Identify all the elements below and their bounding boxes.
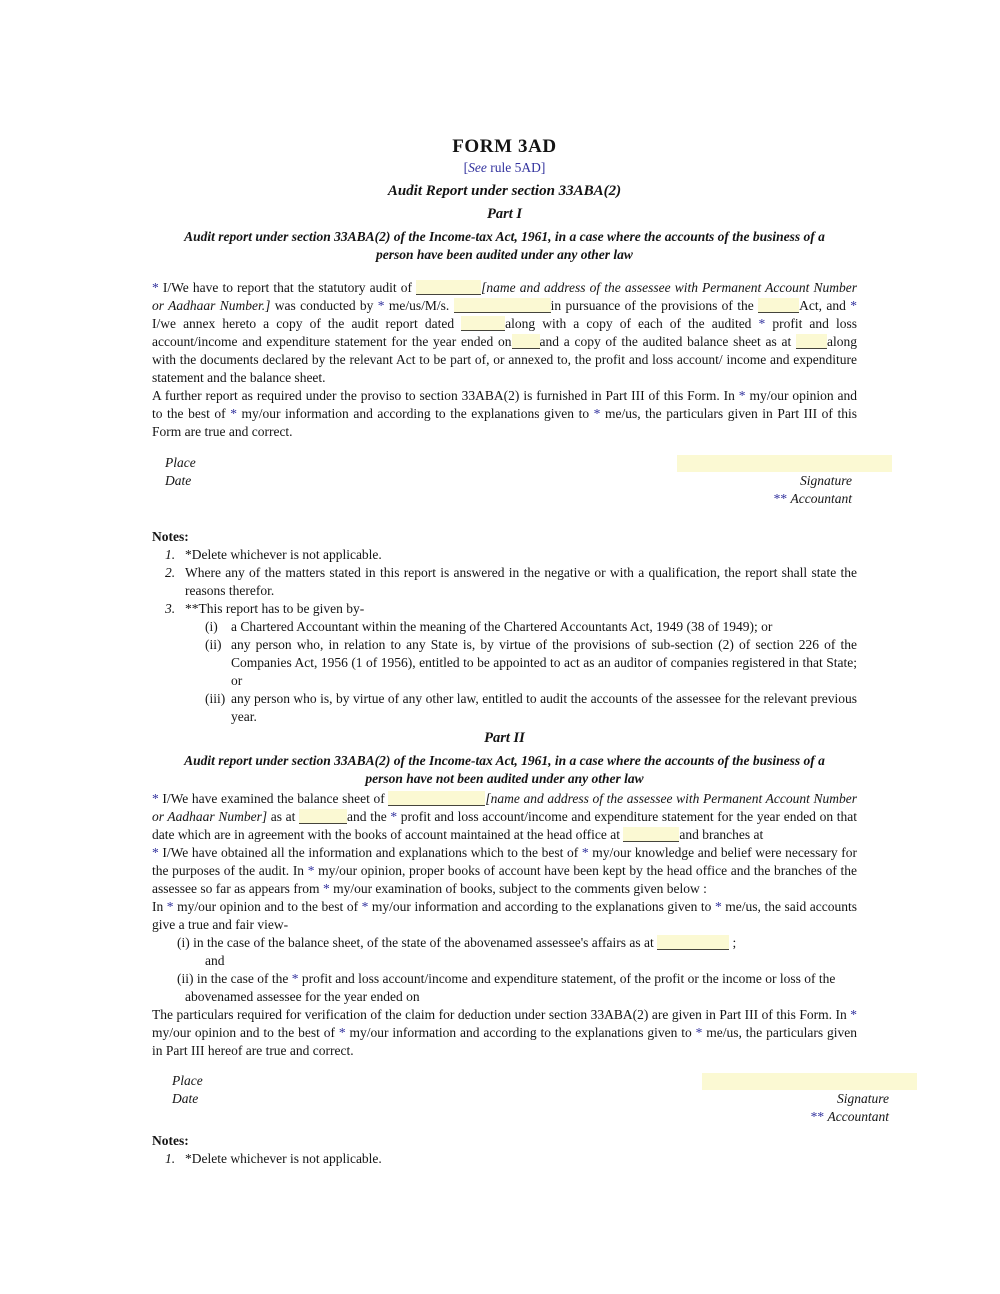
part2-subtitle: Audit report under section 33ABA(2) of the Income-tax Act, 1961, in a case where the accounts of the business of a person have not been audited under any other law (184, 753, 825, 786)
asterisk-marker: * (230, 406, 237, 421)
accountant-label-wrap (774, 490, 892, 508)
text-run: my/our opinion and to the best of (152, 1025, 339, 1040)
text-run: and branches at (679, 827, 764, 842)
signature-label-wrap (800, 472, 892, 490)
text-run: my/our examination of books, subject to the comments given below : (329, 881, 707, 896)
note-item (152, 600, 857, 618)
date-row (152, 472, 857, 490)
note-subitem (205, 618, 857, 636)
note-item (152, 1150, 857, 1168)
note-item (152, 546, 857, 564)
signature-label: Signature (837, 1091, 889, 1106)
part2-paragraph-3 (152, 898, 857, 934)
asterisk-marker: * (695, 1025, 703, 1040)
text-run: (ii) in the case of the (177, 971, 292, 986)
fill-in-blank[interactable] (416, 280, 481, 295)
part2-heading: Part II (484, 730, 525, 746)
note-text (185, 564, 857, 600)
note-subitem (205, 636, 857, 690)
see-rule-open-bracket: [ (463, 160, 469, 175)
note-subitem (205, 690, 857, 726)
text-run: I/We have obtained all the information and explanations which to the best of (158, 845, 582, 860)
asterisk-marker: * (714, 899, 722, 914)
text-run: Where any of the matters stated in this report is answered in the negative or with a qualification, the report shall state the reasons therefor. (185, 565, 857, 598)
text-run: was conducted by (270, 298, 378, 313)
text-run: my/our opinion, proper books of account have been kept by the head office and the branches of the assessee so far as appears from (152, 863, 857, 896)
text-run: my/our opinion and to the best of (173, 899, 362, 914)
place-row (152, 1072, 857, 1090)
text-run: my/our information and according to the explanations given to (236, 406, 594, 421)
notes-heading: Notes: (152, 1133, 189, 1148)
subnote-text (231, 636, 857, 690)
note-number: 2. (165, 565, 176, 580)
part2-notes (152, 1132, 857, 1168)
asterisk-marker: * (361, 899, 369, 914)
asterisk-marker: * (390, 809, 398, 824)
text-run: profit and loss account/income and expenditure statement, of the profit or the income or loss of the abovenamed assessee for the year ended on (185, 971, 836, 1004)
asterisk-marker: * (593, 406, 601, 421)
subnote-text (231, 618, 857, 636)
asterisk-marker: * (152, 280, 159, 295)
double-asterisk-marker: ** (773, 491, 788, 506)
text-run: In (152, 899, 167, 914)
text-run: in pursuance of the provisions of the (550, 298, 759, 313)
asterisk-marker: * (291, 971, 299, 986)
accountant-label: Accountant (790, 491, 852, 506)
fill-in-blank[interactable] (299, 809, 347, 824)
accountant-label: Accountant (827, 1109, 889, 1124)
asterisk-marker: * (322, 881, 330, 896)
text-run: The particulars required for verification of the claim for deduction under section 33ABA(2) are given in Part III of this Form. In (152, 1007, 851, 1022)
subnote-number: (iii) (205, 691, 226, 706)
text-run: my/our information and according to the explanations given to (345, 1025, 696, 1040)
part1-notes (152, 528, 857, 726)
fill-in-blank[interactable] (623, 827, 679, 842)
text-run: **This report has to be given by- (185, 601, 365, 616)
text-run: profit and loss account/income and expenditure statement for the year ended on (152, 316, 857, 349)
note-text (185, 546, 857, 564)
text-run: me/us, the particulars given in Part III of this Form are true and correct. (152, 406, 857, 439)
text-run: any person who is, by virtue of any other law, entitled to audit the accounts of the assessee for the relevant previous year. (231, 691, 857, 724)
fill-in-blank[interactable] (461, 316, 505, 331)
italic-bracketed-note: [name and address of the assessee with Permanent Account Number or Aadhaar Number] (152, 791, 857, 824)
part1-paragraph-1 (152, 279, 857, 387)
accountant-row (152, 1108, 889, 1126)
asterisk-marker: * (850, 298, 857, 313)
text-run: along with the documents declared by the relevant Act to be part of, or annexed to, the profit and loss account/ income and expenditure statement and the balance sheet. (152, 334, 857, 385)
text-run: Act, and (799, 298, 851, 313)
text-run: and a copy of the audited balance sheet as at (539, 334, 796, 349)
text-run: (i) in the case of the balance sheet, of the state of the abovenamed assessee's affairs as at (177, 935, 658, 950)
part2-signature-block (152, 1072, 889, 1126)
text-run: my/our knowledge and belief were necessary for the purposes of the audit. In (152, 845, 857, 878)
date-row (152, 1090, 889, 1108)
subnote-number: (i) (205, 619, 218, 634)
part2-paragraph-2 (152, 844, 857, 898)
text-run: I/We have examined the balance sheet of (158, 791, 389, 806)
accountant-label-wrap (811, 1108, 917, 1126)
form-title: FORM 3AD (452, 136, 557, 157)
place-row (152, 454, 857, 472)
asterisk-marker: * (152, 845, 159, 860)
asterisk-marker: * (307, 863, 315, 878)
note-item (152, 564, 857, 600)
note-text (185, 600, 857, 618)
asterisk-marker: * (152, 791, 159, 806)
italic-bracketed-note: [name and address of the assessee with Permanent Account Number or Aadhaar Number.] (152, 280, 857, 313)
text-run: a Chartered Accountant within the meaning of the Chartered Accountants Act, 1949 (38 of 1949); or (231, 619, 773, 634)
text-run: *Delete whichever is not applicable. (185, 1151, 382, 1166)
asterisk-marker: * (581, 845, 589, 860)
signature-field[interactable] (702, 1073, 917, 1090)
subnote-text (231, 690, 857, 726)
see-rule-see-word: See (468, 160, 487, 175)
part2-item-ii (152, 970, 857, 1006)
part2-item-i (152, 934, 857, 952)
text-run: *Delete whichever is not applicable. (185, 547, 382, 562)
asterisk-marker: * (850, 1007, 857, 1022)
notes-heading: Notes: (152, 529, 189, 544)
text-run: my/our opinion and to the best of (152, 388, 857, 421)
accountant-row (152, 490, 857, 508)
text-run: and the (347, 809, 391, 824)
text-run: me/us, the particulars given in Part III hereof are true and correct. (152, 1025, 857, 1058)
asterisk-marker: * (738, 388, 746, 403)
fill-in-blank[interactable] (796, 334, 827, 349)
text-run: me/us, the said accounts give a true and fair view- (152, 899, 857, 932)
text-run: I/We have to report that the statutory audit of (158, 280, 417, 295)
note-number: 1. (165, 547, 176, 562)
part2-item-i-and: and (205, 953, 225, 968)
place-label: Place (172, 1073, 203, 1088)
part1-signature-block (152, 454, 857, 508)
part1-paragraph-2 (152, 387, 857, 441)
part1-heading: Part I (486, 206, 523, 222)
signature-field[interactable] (677, 455, 892, 472)
asterisk-marker: * (377, 298, 385, 313)
signature-label-wrap (837, 1090, 917, 1108)
fill-in-blank[interactable] (388, 791, 485, 806)
text-run: A further report as required under the proviso to section 33ABA(2) is furnished in Part III of this Form. In (152, 388, 739, 403)
see-rule-rest: rule 5AD] (486, 160, 546, 175)
note-number: 1. (165, 1151, 176, 1166)
signature-label: Signature (800, 473, 852, 488)
double-asterisk-marker: ** (810, 1109, 825, 1124)
fill-in-blank[interactable] (454, 298, 551, 313)
asterisk-marker: * (338, 1025, 346, 1040)
fill-in-blank[interactable] (512, 334, 540, 349)
part1-subtitle: Audit report under section 33ABA(2) of the Income-tax Act, 1961, in a case where the accounts of the business of a person have been audited under any other law (184, 229, 825, 262)
note-text (185, 1150, 857, 1168)
asterisk-marker: * (758, 316, 766, 331)
date-label: Date (172, 1091, 199, 1106)
fill-in-blank[interactable] (657, 935, 729, 950)
asterisk-marker: * (166, 899, 174, 914)
text-run: any person who, in relation to any State is, by virtue of the provisions of sub-section (2) of section 226 of the Companies Act, 1956 (1 of 1956), entitled to be appointed to act as an auditor of companies registered in that State; or (231, 637, 857, 688)
part2-paragraph-1 (152, 790, 857, 844)
text-run: I/we annex hereto a copy of the audit report dated (152, 316, 462, 331)
fill-in-blank[interactable] (758, 298, 799, 313)
text-run: my/our information and according to the explanations given to (368, 899, 715, 914)
text-run: along with a copy of each of the audited (505, 316, 759, 331)
text-run: as at (267, 809, 300, 824)
text-run: profit and loss account/income and expenditure statement for the year ended on that date which are in agreement with the books of account maintained at the head office at (152, 809, 857, 842)
place-label: Place (165, 455, 196, 470)
see-rule-reference (152, 159, 857, 177)
part2-paragraph-4 (152, 1006, 857, 1060)
text-run: ; (729, 935, 737, 950)
report-title: Audit Report under section 33ABA(2) (387, 183, 622, 199)
subnote-number: (ii) (205, 637, 222, 652)
date-label: Date (165, 473, 192, 488)
note-number: 3. (165, 601, 176, 616)
text-run: me/us/M/s. (384, 298, 454, 313)
